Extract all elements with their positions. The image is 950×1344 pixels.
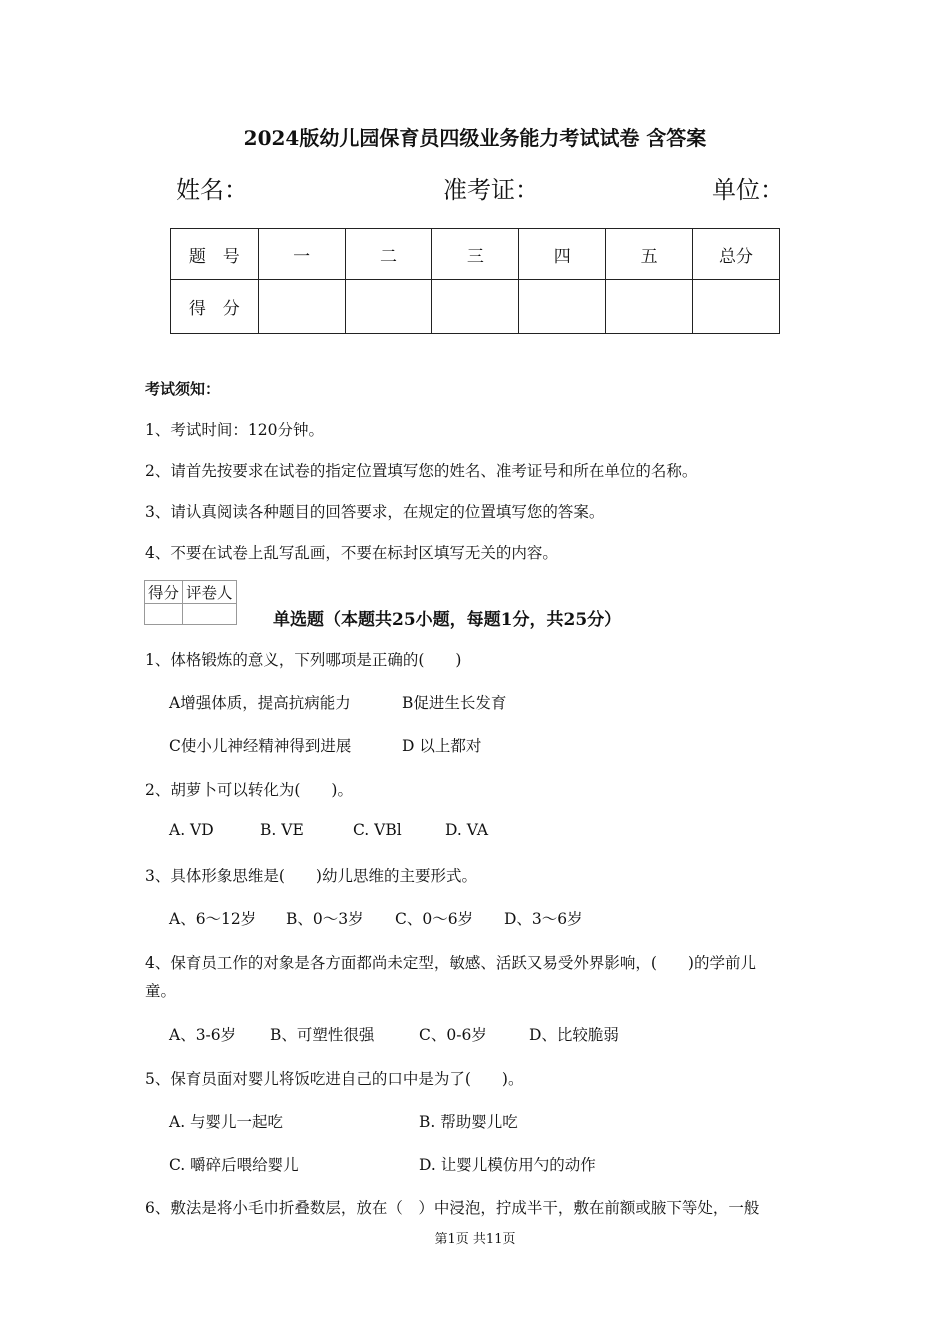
page-footer: 第1页 共11页 — [434, 1232, 516, 1247]
option-d: D 以上都对 — [402, 737, 482, 755]
score-table-header-row — [171, 229, 780, 280]
grader-reviewer-blank — [183, 604, 237, 625]
option-a: A增强体质，提高抗病能力 — [169, 694, 351, 712]
score-blank-cell — [345, 280, 432, 334]
score-cell-label: 题 号 — [171, 229, 259, 280]
score-cell-1: 一 — [258, 229, 345, 280]
question-stem: 5、保育员面对婴儿将饭吃进自己的口中是为了( )。 — [145, 1070, 524, 1088]
score-row-label: 得 分 — [171, 280, 259, 334]
score-blank-cell — [258, 280, 345, 334]
notice-item: 1、考试时间：120分钟。 — [145, 421, 324, 439]
exam-id-label: 准考证： — [443, 176, 539, 204]
section-title: 单选题（本题共25小题，每题1分，共25分） — [273, 610, 622, 630]
option-c: C、0～6岁 — [395, 910, 474, 928]
option-d: D、比较脆弱 — [529, 1026, 619, 1044]
option-b: B. VE — [260, 821, 304, 839]
option-c: C. 嚼碎后喂给婴儿 — [169, 1156, 299, 1174]
score-table — [170, 228, 780, 334]
notice-heading: 考试须知： — [145, 380, 221, 398]
question-stem: 2、胡萝卜可以转化为( )。 — [145, 781, 353, 799]
score-cell-3: 三 — [432, 229, 519, 280]
notice-item: 3、请认真阅读各种题目的回答要求，在规定的位置填写您的答案。 — [145, 503, 605, 521]
unit-label: 单位： — [712, 176, 784, 204]
option-c: C、0-6岁 — [419, 1026, 487, 1044]
option-a: A、3-6岁 — [169, 1026, 237, 1044]
grader-score-label: 得分 — [145, 581, 183, 604]
option-a: A. 与婴儿一起吃 — [169, 1113, 284, 1131]
option-d: D. 让婴儿模仿用勺的动作 — [419, 1156, 596, 1174]
score-cell-4: 四 — [519, 229, 606, 280]
grader-reviewer-label: 评卷人 — [183, 581, 237, 604]
option-b: B促进生长发育 — [402, 694, 507, 712]
question-stem: 1、体格锻炼的意义，下列哪项是正确的( ) — [145, 651, 462, 669]
option-d: D、3～6岁 — [504, 910, 583, 928]
score-cell-5: 五 — [606, 229, 693, 280]
option-b: B. 帮助婴儿吃 — [419, 1113, 518, 1131]
option-d: D. VA — [445, 821, 489, 839]
option-a: A. VD — [169, 821, 214, 839]
score-blank-cell — [432, 280, 519, 334]
option-b: B、可塑性很强 — [270, 1026, 375, 1044]
option-b: B、0～3岁 — [286, 910, 364, 928]
score-cell-total: 总分 — [693, 229, 780, 280]
question-stem: 4、保育员工作的对象是各方面都尚未定型，敏感、活跃又易受外界影响，( )的学前儿 — [145, 954, 756, 972]
notice-item: 2、请首先按要求在试卷的指定位置填写您的姓名、准考证号和所在单位的名称。 — [145, 462, 698, 480]
option-c: C使小儿神经精神得到进展 — [169, 737, 352, 755]
page-title: 2024版幼儿园保育员四级业务能力考试试卷 含答案 — [243, 126, 707, 150]
score-blank-cell — [606, 280, 693, 334]
score-cell-2: 二 — [345, 229, 432, 280]
option-a: A、6～12岁 — [169, 910, 257, 928]
score-blank-cell — [693, 280, 780, 334]
grader-box — [144, 580, 237, 625]
option-c: C. VBl — [353, 821, 402, 839]
score-table-score-row — [171, 280, 780, 334]
question-stem-continued: 童。 — [145, 982, 177, 1000]
question-stem: 6、敷法是将小毛巾折叠数层，放在（ ）中浸泡，拧成半干，敷在前额或腋下等处，一般 — [145, 1199, 760, 1217]
grader-score-blank — [145, 604, 183, 625]
name-label: 姓名： — [176, 176, 248, 204]
question-stem: 3、具体形象思维是( )幼儿思维的主要形式。 — [145, 867, 477, 885]
notice-item: 4、不要在试卷上乱写乱画，不要在标封区填写无关的内容。 — [145, 544, 558, 562]
score-blank-cell — [519, 280, 606, 334]
